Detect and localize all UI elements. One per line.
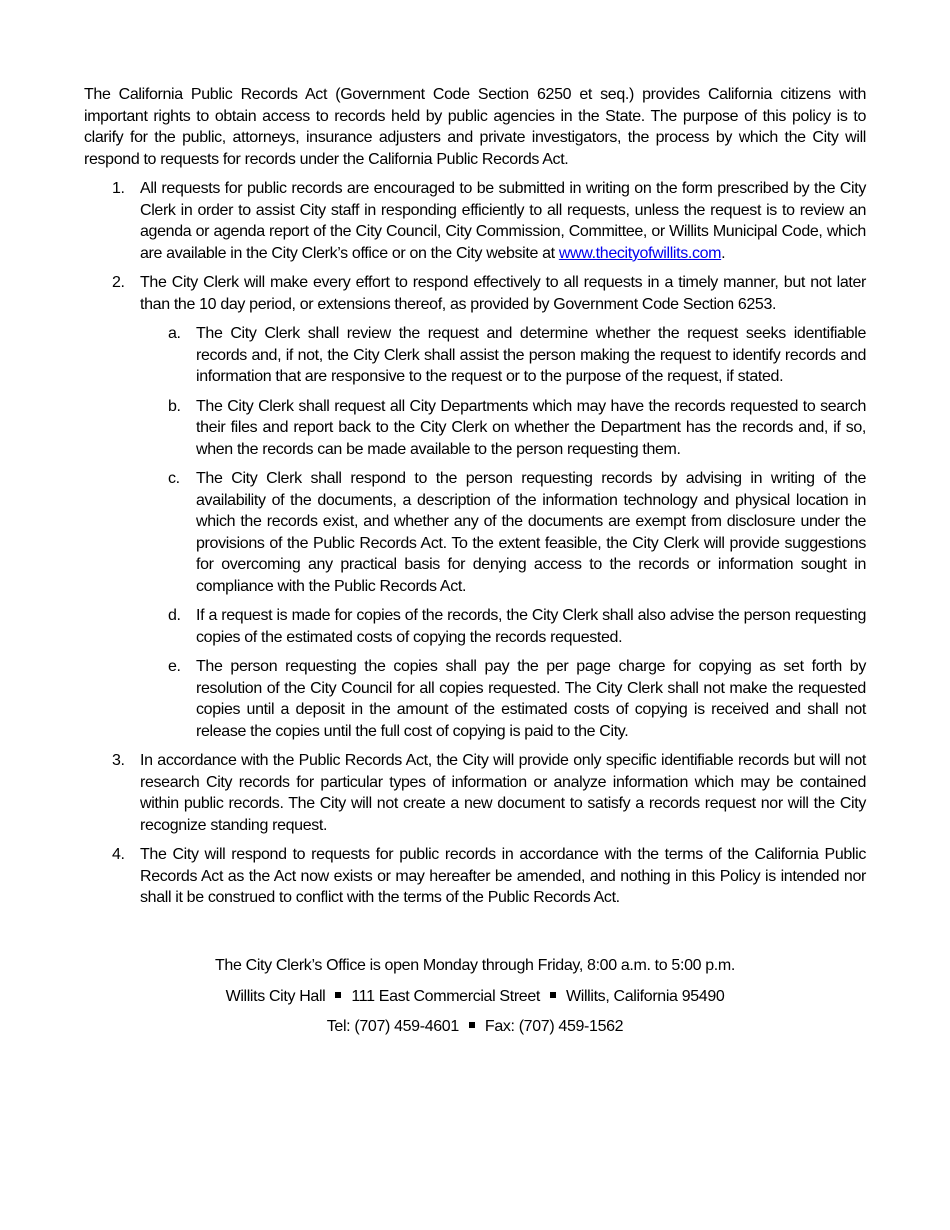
- policy-item-1: [84, 178, 866, 264]
- sub-item-letter: c.: [168, 470, 180, 487]
- office-footer: [0, 955, 950, 1047]
- sub-item-letter: d.: [168, 607, 181, 624]
- sub-item-d: [140, 605, 866, 648]
- item-number: 3.: [112, 752, 125, 769]
- sub-item-a: [140, 323, 866, 388]
- street-address: 111 East Commercial Street: [351, 987, 540, 1005]
- policy-item-4: [84, 844, 866, 909]
- policy-document: [84, 84, 866, 917]
- item-text-before-link: All requests for public records are encouraged to be submitted in writing on the form prescribed by the City Clerk in order to assist City staff in responding efficiently to all requests, unless the request is to review an agenda or agenda report of the City Council, City Commission, Committee, or Willits Municipal Code, which are available in the City Clerk’s office or on the City website at: [140, 180, 866, 262]
- fax: Fax: (707) 459-1562: [484, 1018, 624, 1035]
- sub-item-text: The City Clerk shall review the request and determine whether the request seeks identifiable records and, if not, the City Clerk shall assist the person making the request to identify records and information that are responsive to the request or to the purpose of the request, if stated.: [196, 325, 866, 385]
- sub-item-text: The person requesting the copies shall pay the per page charge for copying as set forth by resolution of the City Council for all copies requested. The City Clerk shall not make the requested copies until a deposit in the amount of the estimated costs of copying is received and shall not release the copies until the full cost of copying is paid to the City.: [196, 658, 866, 740]
- item-number: 2.: [112, 274, 125, 291]
- building-name: Willits City Hall: [225, 987, 326, 1005]
- policy-item-3: [84, 750, 866, 836]
- item-text: The City Clerk will make every effort to respond effectively to all requests in a timely manner, but not later than the 10 day period, or extensions thereof, as provided by Government Code Section 6253.: [140, 274, 866, 313]
- item-text: The City will respond to requests for public records in accordance with the terms of the California Public Records Act as the Act now exists or may hereafter be amended, and nothing in this Policy is intended nor shall it be construed to conflict with the terms of the Public Records Act.: [140, 846, 866, 906]
- sub-item-text: The City Clerk shall request all City Departments which may have the records requested to search their files and report back to the City Clerk on whether the Department has the records and, if so, when the records can be made available to the person requesting them.: [196, 397, 866, 458]
- policy-item-2: [84, 272, 866, 742]
- item-text-after-link: .: [721, 244, 726, 262]
- sub-item-letter: b.: [168, 397, 181, 415]
- sub-item-c: [140, 468, 866, 597]
- item-text: In accordance with the Public Records Act, the City will provide only specific identifiable records but will not research City records for particular types of information or analyze information which may be contained within public records. The City will not create a new document to satisfy a records request nor will the City recognize standing request.: [140, 752, 866, 834]
- sub-item-e: [140, 656, 866, 742]
- city-state-zip: Willits, California 95490: [566, 987, 725, 1005]
- item-number: 4.: [112, 846, 125, 863]
- office-address: [0, 986, 950, 1008]
- intro-paragraph: The California Public Records Act (Government Code Section 6250 et seq.) provides California citizens with important rights to obtain access to records held by public agencies in the State. The purpose of this policy is to clarify for the public, attorneys, insurance adjusters and private investigators, the process by which the City will respond to requests for records under the California Public Records Act.: [84, 86, 866, 168]
- item-text: [140, 178, 866, 264]
- sub-item-text: The City Clerk shall respond to the person requesting records by advising in writing of the availability of the documents, a description of the information technology and physical location in which the records exist, and whether any of the documents are exempt from disclosure under the provisions of the Public Records Act. To the extent feasible, the City Clerk will provide suggestions for overcoming any practical basis for denying access to the records or information sought in compliance with the Public Records Act.: [196, 470, 866, 595]
- policy-list: [84, 178, 866, 909]
- office-hours: The City Clerk’s Office is open Monday through Friday, 8:00 a.m. to 5:00 p.m.: [215, 957, 735, 974]
- sub-item-b: [140, 396, 866, 461]
- square-bullet-icon: [469, 1022, 475, 1028]
- square-bullet-icon: [335, 992, 341, 998]
- sub-list: [140, 323, 866, 742]
- sub-item-letter: e.: [168, 658, 181, 675]
- sub-item-text: If a request is made for copies of the records, the City Clerk shall also advise the person requesting copies of the estimated costs of copying the records requested.: [196, 607, 866, 646]
- city-website-link[interactable]: www.thecityofwillits.com: [558, 244, 722, 262]
- office-contact: [0, 1016, 950, 1038]
- sub-item-letter: a.: [168, 325, 181, 342]
- square-bullet-icon: [550, 992, 556, 998]
- telephone: Tel: (707) 459-4601: [326, 1018, 459, 1035]
- item-number: 1.: [112, 180, 125, 197]
